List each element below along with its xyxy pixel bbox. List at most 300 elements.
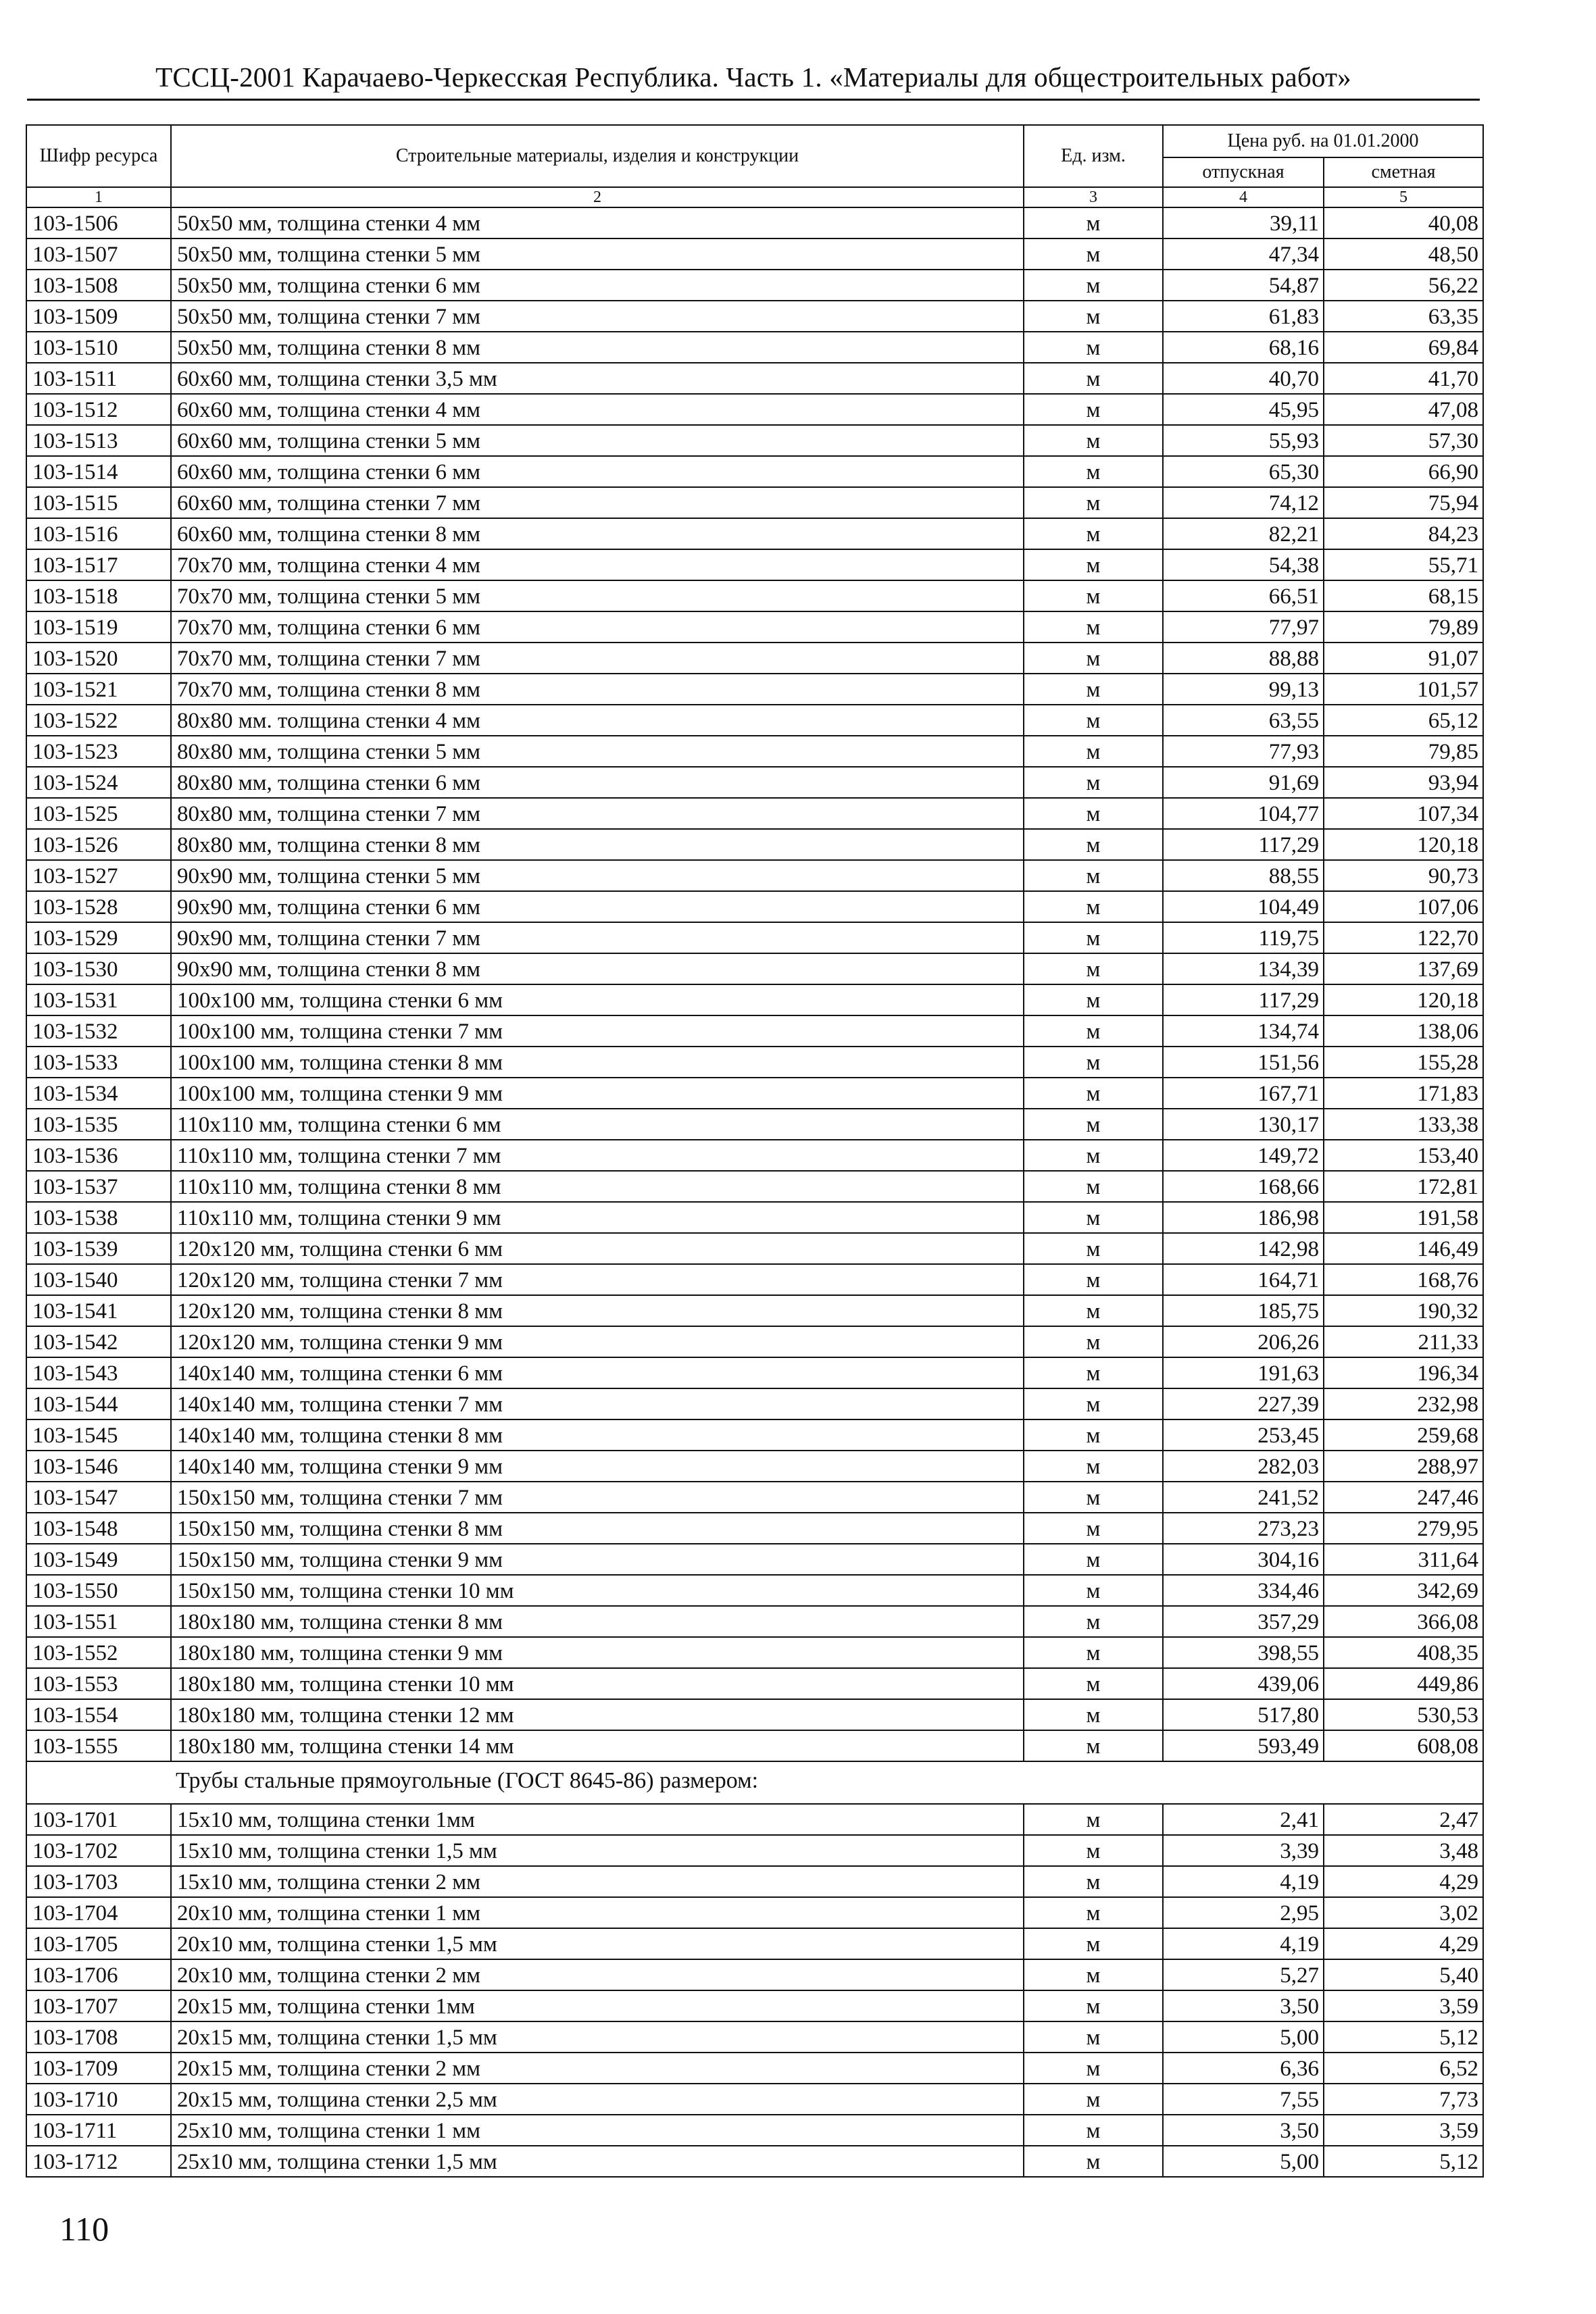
release-price-cell: 55,93 [1163,425,1324,456]
material-name-cell: 20x10 мм, толщина стенки 1 мм [171,1897,1024,1928]
table-row [26,456,1483,487]
material-name-cell: 110x110 мм, толщина стенки 6 мм [171,1109,1024,1140]
estimate-price-cell: 56,22 [1324,270,1483,301]
unit-cell: м [1024,1544,1163,1575]
estimate-price-cell: 171,83 [1324,1078,1483,1109]
estimate-price-cell: 84,23 [1324,518,1483,549]
unit-cell: м [1024,1388,1163,1419]
unit-cell: м [1024,1668,1163,1699]
material-name-cell: 150x150 мм, толщина стенки 9 мм [171,1544,1024,1575]
table-row [26,301,1483,332]
estimate-price-cell: 107,34 [1324,798,1483,829]
estimate-price-cell: 196,34 [1324,1357,1483,1388]
unit-cell: м [1024,643,1163,674]
release-price-cell: 241,52 [1163,1482,1324,1513]
table-row [26,674,1483,705]
release-price-cell: 164,71 [1163,1264,1324,1295]
resource-code-cell: 103-1709 [26,2053,171,2084]
material-name-cell: 120x120 мм, толщина стенки 6 мм [171,1233,1024,1264]
unit-cell: м [1024,1047,1163,1078]
unit-cell: м [1024,798,1163,829]
estimate-price-cell: 3,59 [1324,2115,1483,2146]
page-number: 110 [59,2210,109,2248]
material-name-cell: 80x80 мм, толщина стенки 8 мм [171,829,1024,860]
material-name-cell: 25x10 мм, толщина стенки 1,5 мм [171,2146,1024,2177]
material-name-cell: 120x120 мм, толщина стенки 9 мм [171,1326,1024,1357]
release-price-cell: 168,66 [1163,1171,1324,1202]
resource-code-cell: 103-1706 [26,1959,171,1990]
resource-code-cell: 103-1507 [26,238,171,270]
estimate-price-cell: 41,70 [1324,363,1483,394]
unit-cell: м [1024,1326,1163,1357]
release-price-cell: 39,11 [1163,207,1324,238]
release-price-cell: 186,98 [1163,1202,1324,1233]
release-price-cell: 185,75 [1163,1295,1324,1326]
release-price-cell: 5,27 [1163,1959,1324,1990]
unit-cell: м [1024,518,1163,549]
release-price-cell: 282,03 [1163,1451,1324,1482]
page-header-title: ТССЦ-2001 Карачаево-Черкесская Республика. Часть 1. «Материалы для общестроительных работ» [155,61,1351,93]
estimate-price-cell: 408,35 [1324,1637,1483,1668]
table-row [26,922,1483,953]
release-price-cell: 227,39 [1163,1388,1324,1419]
release-price-cell: 45,95 [1163,394,1324,425]
resource-code-cell: 103-1517 [26,549,171,580]
material-name-cell: 70x70 мм, толщина стенки 4 мм [171,549,1024,580]
estimate-price-cell: 66,90 [1324,456,1483,487]
estimate-price-cell: 168,76 [1324,1264,1483,1295]
material-name-cell: 80x80 мм, толщина стенки 5 мм [171,736,1024,767]
resource-code-cell: 103-1529 [26,922,171,953]
material-name-cell: 90x90 мм, толщина стенки 5 мм [171,860,1024,891]
table-row [26,1959,1483,1990]
column-header-name: Строительные материалы, изделия и конструкции [171,125,1024,187]
estimate-price-cell: 6,52 [1324,2053,1483,2084]
estimate-price-cell: 107,06 [1324,891,1483,922]
material-name-cell: 70x70 мм, толщина стенки 5 мм [171,580,1024,611]
table-row [26,1730,1483,1761]
estimate-price-cell: 120,18 [1324,829,1483,860]
release-price-cell: 6,36 [1163,2053,1324,2084]
unit-cell: м [1024,1357,1163,1388]
material-name-cell: 140x140 мм, толщина стенки 7 мм [171,1388,1024,1419]
unit-cell: м [1024,1015,1163,1047]
release-price-cell: 54,38 [1163,549,1324,580]
resource-code-cell: 103-1546 [26,1451,171,1482]
material-name-cell: 80x80 мм, толщина стенки 7 мм [171,798,1024,829]
material-name-cell: 60x60 мм, толщина стенки 7 мм [171,487,1024,518]
release-price-cell: 74,12 [1163,487,1324,518]
release-price-cell: 2,41 [1163,1804,1324,1835]
unit-cell: м [1024,363,1163,394]
release-price-cell: 304,16 [1163,1544,1324,1575]
table-row [26,394,1483,425]
estimate-price-cell: 191,58 [1324,1202,1483,1233]
table-row [26,1357,1483,1388]
unit-cell: м [1024,487,1163,518]
resource-code-cell: 103-1549 [26,1544,171,1575]
estimate-price-cell: 69,84 [1324,332,1483,363]
material-name-cell: 180x180 мм, толщина стенки 12 мм [171,1699,1024,1730]
table-row [26,2053,1483,2084]
estimate-price-cell: 120,18 [1324,984,1483,1015]
unit-cell: м [1024,580,1163,611]
material-name-cell: 60x60 мм, толщина стенки 4 мм [171,394,1024,425]
table-row [26,1804,1483,1835]
release-price-cell: 206,26 [1163,1326,1324,1357]
estimate-price-cell: 48,50 [1324,238,1483,270]
estimate-price-cell: 79,85 [1324,736,1483,767]
table-row [26,1637,1483,1668]
table-row [26,1575,1483,1606]
resource-code-cell: 103-1704 [26,1897,171,1928]
estimate-price-cell: 3,48 [1324,1835,1483,1866]
unit-cell: м [1024,301,1163,332]
estimate-price-cell: 366,08 [1324,1606,1483,1637]
unit-cell: м [1024,1233,1163,1264]
estimate-price-cell: 101,57 [1324,674,1483,705]
table-row [26,705,1483,736]
release-price-cell: 91,69 [1163,767,1324,798]
release-price-cell: 142,98 [1163,1233,1324,1264]
estimate-price-cell: 247,46 [1324,1482,1483,1513]
table-row [26,1668,1483,1699]
estimate-price-cell: 91,07 [1324,643,1483,674]
estimate-price-cell: 449,86 [1324,1668,1483,1699]
table-body-square-tubes [26,207,1483,1761]
resource-code-cell: 103-1528 [26,891,171,922]
resource-code-cell: 103-1548 [26,1513,171,1544]
release-price-cell: 65,30 [1163,456,1324,487]
resource-code-cell: 103-1506 [26,207,171,238]
table-row [26,270,1483,301]
release-price-cell: 134,74 [1163,1015,1324,1047]
estimate-price-cell: 146,49 [1324,1233,1483,1264]
unit-cell: м [1024,984,1163,1015]
release-price-cell: 3,39 [1163,1835,1324,1866]
estimate-price-cell: 211,33 [1324,1326,1483,1357]
resource-code-cell: 103-1710 [26,2084,171,2115]
release-price-cell: 134,39 [1163,953,1324,984]
resource-code-cell: 103-1520 [26,643,171,674]
resource-code-cell: 103-1514 [26,456,171,487]
material-name-cell: 120x120 мм, толщина стенки 7 мм [171,1264,1024,1295]
table-row [26,767,1483,798]
estimate-price-cell: 138,06 [1324,1015,1483,1047]
table-row [26,1897,1483,1928]
estimate-price-cell: 155,28 [1324,1047,1483,1078]
estimate-price-cell: 137,69 [1324,953,1483,984]
table-row [26,611,1483,643]
estimate-price-cell: 288,97 [1324,1451,1483,1482]
material-name-cell: 70x70 мм, толщина стенки 7 мм [171,643,1024,674]
unit-cell: м [1024,674,1163,705]
estimate-price-cell: 190,32 [1324,1295,1483,1326]
resource-code-cell: 103-1508 [26,270,171,301]
unit-cell: м [1024,1140,1163,1171]
release-price-cell: 398,55 [1163,1637,1324,1668]
unit-cell: м [1024,1637,1163,1668]
table-row [26,1264,1483,1295]
release-price-cell: 4,19 [1163,1928,1324,1959]
table-row [26,2021,1483,2053]
release-price-cell: 130,17 [1163,1109,1324,1140]
material-name-cell: 110x110 мм, толщина стенки 8 мм [171,1171,1024,1202]
release-price-cell: 47,34 [1163,238,1324,270]
resource-code-cell: 103-1543 [26,1357,171,1388]
resource-code-cell: 103-1705 [26,1928,171,1959]
unit-cell: м [1024,1928,1163,1959]
estimate-price-cell: 530,53 [1324,1699,1483,1730]
table-row [26,332,1483,363]
table-body-rectangular-tubes [26,1804,1483,2177]
estimate-price-cell: 4,29 [1324,1928,1483,1959]
material-name-cell: 20x15 мм, толщина стенки 1мм [171,1990,1024,2021]
unit-cell: м [1024,238,1163,270]
table-row [26,363,1483,394]
table-row [26,238,1483,270]
column-number: 3 [1024,187,1163,207]
release-price-cell: 5,00 [1163,2021,1324,2053]
table-row [26,1482,1483,1513]
unit-cell: м [1024,2084,1163,2115]
material-name-cell: 20x15 мм, толщина стенки 2 мм [171,2053,1024,2084]
unit-cell: м [1024,207,1163,238]
table-row [26,2115,1483,2146]
estimate-price-cell: 79,89 [1324,611,1483,643]
resource-code-cell: 103-1545 [26,1419,171,1451]
estimate-price-cell: 63,35 [1324,301,1483,332]
release-price-cell: 253,45 [1163,1419,1324,1451]
material-name-cell: 70x70 мм, толщина стенки 8 мм [171,674,1024,705]
resource-code-cell: 103-1708 [26,2021,171,2053]
unit-cell: м [1024,1699,1163,1730]
estimate-price-cell: 5,12 [1324,2146,1483,2177]
material-name-cell: 140x140 мм, толщина стенки 9 мм [171,1451,1024,1482]
material-name-cell: 50x50 мм, толщина стенки 7 мм [171,301,1024,332]
unit-cell: м [1024,394,1163,425]
resource-code-cell: 103-1518 [26,580,171,611]
release-price-cell: 117,29 [1163,984,1324,1015]
table-row [26,425,1483,456]
resource-code-cell: 103-1550 [26,1575,171,1606]
unit-cell: м [1024,1513,1163,1544]
release-price-cell: 5,00 [1163,2146,1324,2177]
unit-cell: м [1024,1264,1163,1295]
column-header-price-group: Цена руб. на 01.01.2000 [1163,125,1483,157]
estimate-price-cell: 3,02 [1324,1897,1483,1928]
table-row [26,1109,1483,1140]
resource-code-cell: 103-1703 [26,1866,171,1897]
resource-code-cell: 103-1512 [26,394,171,425]
material-name-cell: 15x10 мм, толщина стенки 2 мм [171,1866,1024,1897]
unit-cell: м [1024,736,1163,767]
table-row [26,1171,1483,1202]
resource-code-cell: 103-1712 [26,2146,171,2177]
resource-code-cell: 103-1536 [26,1140,171,1171]
table-row [26,860,1483,891]
table-row [26,2084,1483,2115]
table-row [26,1202,1483,1233]
estimate-price-cell: 279,95 [1324,1513,1483,1544]
material-name-cell: 90x90 мм, толщина стенки 6 мм [171,891,1024,922]
release-price-cell: 61,83 [1163,301,1324,332]
resource-code-cell: 103-1510 [26,332,171,363]
unit-cell: м [1024,1606,1163,1637]
release-price-cell: 63,55 [1163,705,1324,736]
material-name-cell: 140x140 мм, толщина стенки 6 мм [171,1357,1024,1388]
estimate-price-cell: 5,12 [1324,2021,1483,2053]
table-row [26,1451,1483,1482]
column-number: 1 [26,187,171,207]
table-row [26,1295,1483,1326]
unit-cell: м [1024,767,1163,798]
table-row [26,829,1483,860]
column-header-code: Шифр ресурса [26,125,171,187]
resource-code-cell: 103-1527 [26,860,171,891]
estimate-price-cell: 342,69 [1324,1575,1483,1606]
column-number: 5 [1324,187,1483,207]
resource-code-cell: 103-1513 [26,425,171,456]
unit-cell: м [1024,1451,1163,1482]
resource-code-cell: 103-1535 [26,1109,171,1140]
resource-code-cell: 103-1540 [26,1264,171,1295]
release-price-cell: 151,56 [1163,1047,1324,1078]
column-header-unit: Ед. изм. [1024,125,1163,187]
resource-code-cell: 103-1711 [26,2115,171,2146]
unit-cell: м [1024,829,1163,860]
release-price-cell: 191,63 [1163,1357,1324,1388]
material-name-cell: 150x150 мм, толщина стенки 10 мм [171,1575,1024,1606]
release-price-cell: 357,29 [1163,1606,1324,1637]
release-price-cell: 104,49 [1163,891,1324,922]
unit-cell: м [1024,1959,1163,1990]
resource-code-cell: 103-1533 [26,1047,171,1078]
column-number: 2 [171,187,1024,207]
resource-code-cell: 103-1537 [26,1171,171,1202]
material-name-cell: 180x180 мм, толщина стенки 14 мм [171,1730,1024,1761]
resource-code-cell: 103-1509 [26,301,171,332]
estimate-price-cell: 7,73 [1324,2084,1483,2115]
estimate-price-cell: 5,40 [1324,1959,1483,1990]
unit-cell: м [1024,953,1163,984]
unit-cell: м [1024,549,1163,580]
material-name-cell: 110x110 мм, толщина стенки 7 мм [171,1140,1024,1171]
release-price-cell: 593,49 [1163,1730,1324,1761]
release-price-cell: 88,88 [1163,643,1324,674]
table-row [26,1140,1483,1171]
material-name-cell: 80x80 мм. толщина стенки 4 мм [171,705,1024,736]
material-name-cell: 100x100 мм, толщина стенки 6 мм [171,984,1024,1015]
resource-code-cell: 103-1702 [26,1835,171,1866]
release-price-cell: 68,16 [1163,332,1324,363]
estimate-price-cell: 93,94 [1324,767,1483,798]
material-name-cell: 110x110 мм, толщина стенки 9 мм [171,1202,1024,1233]
release-price-cell: 54,87 [1163,270,1324,301]
material-name-cell: 50x50 мм, толщина стенки 5 мм [171,238,1024,270]
estimate-price-cell: 133,38 [1324,1109,1483,1140]
resource-code-cell: 103-1519 [26,611,171,643]
unit-cell: м [1024,2021,1163,2053]
estimate-price-cell: 153,40 [1324,1140,1483,1171]
release-price-cell: 273,23 [1163,1513,1324,1544]
material-name-cell: 60x60 мм, толщина стенки 3,5 мм [171,363,1024,394]
unit-cell: м [1024,1866,1163,1897]
table-row [26,1326,1483,1357]
unit-cell: м [1024,1109,1163,1140]
header-rule [27,99,1480,101]
table-row [26,580,1483,611]
material-name-cell: 140x140 мм, толщина стенки 8 мм [171,1419,1024,1451]
material-name-cell: 20x10 мм, толщина стенки 1,5 мм [171,1928,1024,1959]
material-name-cell: 15x10 мм, толщина стенки 1,5 мм [171,1835,1024,1866]
table-row [26,1015,1483,1047]
release-price-cell: 104,77 [1163,798,1324,829]
material-name-cell: 70x70 мм, толщина стенки 6 мм [171,611,1024,643]
unit-cell: м [1024,891,1163,922]
unit-cell: м [1024,2146,1163,2177]
table-row [26,1388,1483,1419]
unit-cell: м [1024,1835,1163,1866]
unit-cell: м [1024,2053,1163,2084]
unit-cell: м [1024,425,1163,456]
estimate-price-cell: 172,81 [1324,1171,1483,1202]
unit-cell: м [1024,270,1163,301]
estimate-price-cell: 68,15 [1324,580,1483,611]
release-price-cell: 77,93 [1163,736,1324,767]
unit-cell: м [1024,1482,1163,1513]
estimate-price-cell: 57,30 [1324,425,1483,456]
table-row [26,487,1483,518]
table-row [26,953,1483,984]
estimate-price-cell: 90,73 [1324,860,1483,891]
table-row [26,1419,1483,1451]
material-name-cell: 60x60 мм, толщина стенки 8 мм [171,518,1024,549]
resource-code-cell: 103-1530 [26,953,171,984]
material-name-cell: 50x50 мм, толщина стенки 8 мм [171,332,1024,363]
unit-cell: м [1024,705,1163,736]
estimate-price-cell: 608,08 [1324,1730,1483,1761]
estimate-price-cell: 47,08 [1324,394,1483,425]
estimate-price-cell: 311,64 [1324,1544,1483,1575]
material-name-cell: 100x100 мм, толщина стенки 7 мм [171,1015,1024,1047]
table-section [26,1761,1483,1804]
resource-code-cell: 103-1553 [26,1668,171,1699]
table-row [26,798,1483,829]
estimate-price-cell: 122,70 [1324,922,1483,953]
material-name-cell: 60x60 мм, толщина стенки 6 мм [171,456,1024,487]
resource-code-cell: 103-1707 [26,1990,171,2021]
table-row [26,207,1483,238]
estimate-price-cell: 55,71 [1324,549,1483,580]
material-name-cell: 60x60 мм, толщина стенки 5 мм [171,425,1024,456]
material-name-cell: 50x50 мм, толщина стенки 6 мм [171,270,1024,301]
price-table [26,124,1484,2178]
table-row [26,1047,1483,1078]
resource-code-cell: 103-1526 [26,829,171,860]
release-price-cell: 88,55 [1163,860,1324,891]
table-row [26,2146,1483,2177]
material-name-cell: 180x180 мм, толщина стенки 9 мм [171,1637,1024,1668]
release-price-cell: 3,50 [1163,2115,1324,2146]
release-price-cell: 167,71 [1163,1078,1324,1109]
unit-cell: м [1024,1171,1163,1202]
release-price-cell: 99,13 [1163,674,1324,705]
estimate-price-cell: 259,68 [1324,1419,1483,1451]
table-row [26,1513,1483,1544]
section-title: Трубы стальные прямоугольные (ГОСТ 8645-86) размером: [26,1761,1483,1804]
material-name-cell: 50x50 мм, толщина стенки 4 мм [171,207,1024,238]
